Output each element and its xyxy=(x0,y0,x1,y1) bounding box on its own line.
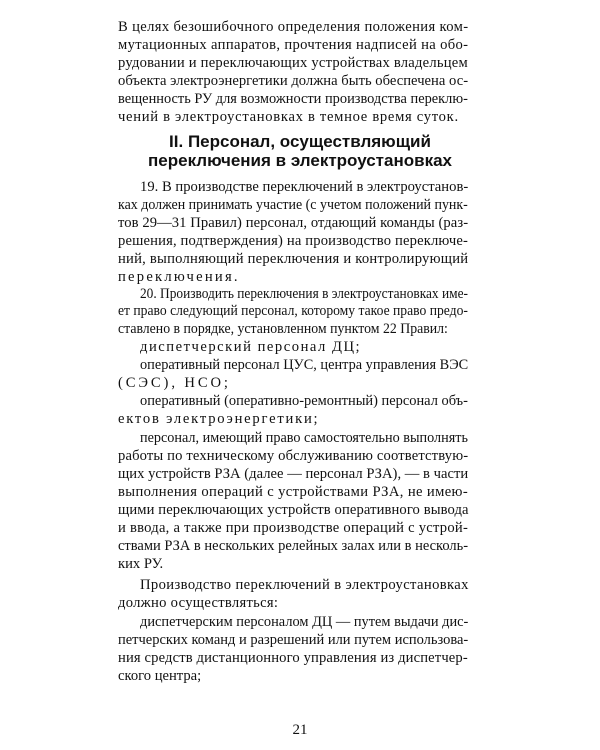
body-line-11: оперативный персонал ЦУС, центра управления ВЭС xyxy=(140,357,469,374)
body-line-5: ний, выполняющий переключения и контролирующий xyxy=(118,251,469,268)
intro-line-5: вещенность РУ для возможности производства переклю- xyxy=(118,91,468,107)
body-line-25: диспетчерским персоналом ДЦ — путем выдачи дис- xyxy=(140,613,469,630)
body-line-21: ствами РЗА в нескольких релейных залах или в несколь- xyxy=(118,538,469,555)
body-line-6: переключения. xyxy=(118,269,240,286)
body-line-24: должно осуществляться: xyxy=(118,595,279,611)
body-line-3: тов 29—31 Правил) персонал, отдающий команды (раз- xyxy=(118,215,469,232)
body-line-12: (СЭС), НСО; xyxy=(118,375,231,392)
page-number: 21 xyxy=(292,722,308,738)
intro-line-1: В целях безошибочного определения положения ком- xyxy=(118,19,469,35)
intro-line-4: объекта электроэнергетики должна быть обеспечена ос- xyxy=(118,73,469,89)
body-line-19: щими переключающих устройств оперативного вывода xyxy=(118,502,469,519)
body-line-8: ет право следующий персонал, которому такое право предо- xyxy=(118,303,468,320)
body-line-28: ского центра; xyxy=(118,667,202,684)
section-heading-line-2: переключения в электроустановках xyxy=(148,151,452,171)
body-line-20: и ввода, а также при производстве операций с устрой- xyxy=(118,520,469,537)
body-line-22: ких РУ. xyxy=(118,556,164,573)
body-line-2: ках должен принимать участие (с учетом положений пунк- xyxy=(118,197,468,214)
body-line-7: 20. Производить переключения в электроустановках име- xyxy=(140,286,468,303)
body-line-18: выполнения операций с устройствами РЗА, не имею- xyxy=(118,484,469,501)
body-line-27: ния средств дистанционного управления из диспетчер- xyxy=(118,649,468,666)
body-line-9: ставлено в порядке, установленном пунктом 22 Правил: xyxy=(118,320,448,337)
intro-line-6: чений в электроустановках в темное время суток. xyxy=(118,109,459,125)
intro-line-3: рудовании и переключающих устройствах владельцем xyxy=(118,55,468,71)
body-line-23: Производство переключений в электроустановках xyxy=(140,577,469,593)
body-line-1: 19. В производстве переключений в электроустанов- xyxy=(140,179,469,196)
body-line-16: работы по техническому обслуживанию соответствую- xyxy=(118,448,469,465)
body-line-4: решения, подтверждения) на производство переключе- xyxy=(118,233,469,250)
body-line-10: диспетчерский персонал ДЦ; xyxy=(140,338,362,355)
body-line-17: щих устройств РЗА (далее — персонал РЗА), — в части xyxy=(118,466,469,483)
body-line-13: оперативный (оперативно-ремонтный) персонал объ- xyxy=(140,393,468,410)
body-line-26: петчерских команд и разрешений или путем использова- xyxy=(118,631,469,648)
body-line-14: ектов электроэнергетики; xyxy=(118,411,320,428)
body-line-15: персонал, имеющий право самостоятельно выполнять xyxy=(140,430,468,447)
section-heading-line-1: II. Персонал, осуществляющий xyxy=(169,132,431,152)
intro-line-2: мутационных аппаратов, прочтения надписей на обо- xyxy=(118,37,469,53)
